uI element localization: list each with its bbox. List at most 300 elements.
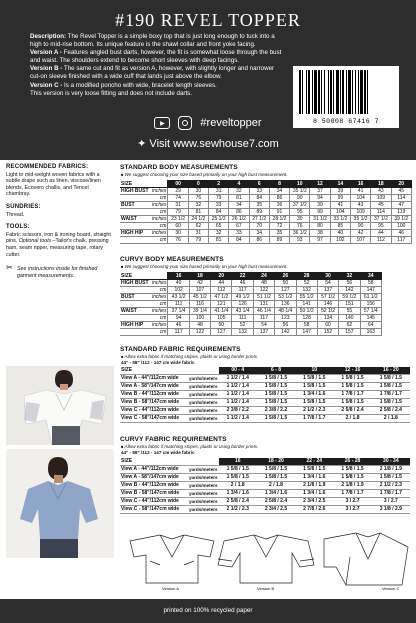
measurement-cell: 55 [339, 308, 360, 315]
fabric-units: yards/meters [189, 392, 218, 397]
curvy-fabric-width-note: 44" - 58" /112 - 147 cm wide fabric [121, 450, 195, 455]
size-header: 18 [189, 273, 210, 280]
measurement-cell: 25 1/2 [209, 216, 229, 223]
fabric-amount: 1 3/4 / 1.6 [295, 490, 333, 498]
measurement-cell: 36 1/2 [290, 230, 310, 237]
curvy-body-title: CURVY BODY MEASUREMENTS [120, 256, 224, 263]
measurement-cell: 39 [330, 188, 350, 195]
measurement-cell: 90 [350, 223, 370, 230]
measurement-cell: 86 [249, 237, 269, 244]
measurement-cell: 76 [290, 223, 310, 230]
standard-fabric-title: STANDARD FABRIC REQUIREMENTS [120, 346, 241, 353]
measurement-cell: 50 [275, 280, 296, 287]
size-header: 24 [253, 273, 274, 280]
measurement-cell: 48 [253, 280, 274, 287]
measurement-cell: 94 [310, 195, 330, 202]
measurement-cell: 40 [168, 280, 189, 287]
fabric-view-label: View C - 58"/147cm wide [120, 506, 188, 514]
fit-note: This version is very loose fitting and does not include darts. [30, 89, 192, 97]
measurement-cell: 74 [168, 195, 188, 202]
measurement-cell: 37 1/2 [371, 216, 391, 223]
sketch-label-c: Version C [382, 586, 400, 591]
fabric-row [120, 506, 410, 514]
measurement-cell: 31 [188, 230, 208, 237]
measurement-cell: 99 [330, 195, 350, 202]
measurement-row [120, 308, 382, 315]
measurement-cell: 134 [317, 315, 338, 322]
measurement-cell: 33 [209, 202, 229, 209]
fabric-amount: 1 7/8 / 1.7 [333, 391, 371, 399]
fabric-units: yards/meters [189, 400, 218, 405]
measurement-cell: 42 [189, 280, 210, 287]
youtube-icon[interactable]: ▶ [154, 117, 170, 129]
measurement-cell: 50 [211, 322, 232, 329]
fabric-view-label: View B - 58"/147cm wide [120, 399, 188, 407]
tools-optional-text: Tailor's chalk, pressing ham, seam ripper, measuring tape, rotary cutter. [6, 238, 109, 258]
fabric-amount: 2 1/8 / 1.9 [372, 466, 410, 474]
fabric-amount: 2 3/8 / 2.2 [219, 407, 257, 415]
fabric-size-header: 6 - 8 [257, 367, 295, 375]
unit-label: cm [152, 209, 168, 216]
size-header: 26 [275, 273, 296, 280]
size-header: 00 [168, 181, 188, 188]
fabric-amount: 1 1/2 / 1.4 [219, 399, 257, 407]
fabric-row [120, 498, 410, 506]
fabric-amount: 2 1/2 / 2.3 [219, 506, 257, 514]
fabric-units: yards/meters [189, 376, 218, 381]
measurement-cell: 46 [391, 230, 411, 237]
measurement-cell: 30 [188, 188, 208, 195]
fabric-amount: 1 5/8 / 1.5 [372, 474, 410, 482]
measurement-cell: 45 [391, 188, 411, 195]
measurement-cell: 47 1/2 [211, 294, 232, 301]
measurement-cell: 46 [232, 280, 253, 287]
fabric-amount: 1 5/8 / 1.5 [257, 399, 295, 407]
measurement-cell: 34 [269, 188, 289, 195]
fabric-row [120, 407, 410, 415]
measurement-cell: 50 1/2 [296, 308, 317, 315]
measurement-cell: 56 [275, 322, 296, 329]
measurement-cell: 85 [330, 223, 350, 230]
sketch-label-b: Version B [257, 586, 275, 591]
measurement-cell: 146 [317, 301, 338, 308]
measurement-cell: 26 1/2 [229, 216, 249, 223]
unit-label: cm [152, 237, 168, 244]
fabric-amount: 1 1/2 / 1.4 [219, 375, 257, 383]
fabric-amount: 1 5/8 / 1.5 [257, 391, 295, 399]
unit-label: inches [152, 230, 167, 236]
measurement-row [120, 223, 412, 230]
version-a-label: Version A - [30, 49, 62, 57]
fabric-units: yards/meters [189, 491, 218, 496]
measurement-cell: 102 [168, 287, 189, 294]
measurement-cell: 116 [189, 301, 210, 308]
fabric-size-label: SIZE [120, 367, 219, 375]
size-header: 18 [371, 181, 391, 188]
measurement-cell: 127 [275, 287, 296, 294]
measurement-label [120, 301, 152, 308]
fabric-row [120, 490, 410, 498]
measurement-row [120, 188, 412, 195]
measurement-cell: 132 [232, 329, 253, 336]
fabric-amount: 1 5/8 / 1.5 [372, 383, 410, 391]
fabric-amount: 1 7/8 / 1.7 [295, 415, 333, 423]
measurement-cell: 44 [371, 230, 391, 237]
curvy-fabric-table [120, 458, 410, 514]
fabric-size-header: 10 [295, 367, 333, 375]
fabric-amount: 1 3/4 / 1.6 [295, 474, 333, 482]
measurement-cell: 104 [330, 209, 350, 216]
curvy-body-subtitle: ■ We suggest choosing your size based primarily on your high bust measurement. [121, 264, 288, 269]
unit-label: cm [152, 301, 168, 308]
fabric-amount: 1 5/8 / 1.5 [219, 466, 257, 474]
fabric-amount: 2 1/2 / 2.3 [295, 407, 333, 415]
measurement-cell: 132 [296, 287, 317, 294]
measurement-cell: 56 [339, 280, 360, 287]
size-header: 0 [188, 181, 208, 188]
measurement-cell: 52 [296, 280, 317, 287]
measurement-cell: 163 [360, 329, 381, 336]
standard-fabric-note: ■ Allow extra fabric if matching stripes, plaids or using border prints. [121, 354, 258, 359]
size-header-label: SIZE [120, 181, 168, 188]
measurement-cell: 35 1/2 [350, 216, 370, 223]
fabric-amount: 1 7/8 / 1.7 [372, 391, 410, 399]
measurement-cell: 100 [391, 223, 411, 230]
fabric-amount: 1 3/4 / 1.6 [295, 391, 333, 399]
measurement-label [120, 237, 152, 244]
measurement-cell: 45 1/2 [189, 294, 210, 301]
fabric-row [120, 482, 410, 490]
fabric-size-header: 30 - 34 [372, 458, 410, 466]
fabric-units: yards/meters [189, 483, 218, 488]
measurement-cell: 119 [391, 209, 411, 216]
sketch-label-a: Version A [162, 586, 179, 591]
measurement-cell: 48 [189, 322, 210, 329]
measurement-cell: 111 [232, 315, 253, 322]
measurement-cell: 46 1/4 [253, 308, 274, 315]
fabric-amount: 2 3/4 / 2.5 [295, 498, 333, 506]
fabric-view-label: View C - 58"/147cm wide [120, 415, 188, 423]
measurement-cell: 38 [310, 230, 330, 237]
standard-body-title: STANDARD BODY MEASUREMENTS [120, 164, 238, 171]
measurement-row [120, 209, 412, 216]
fabric-row [120, 383, 410, 391]
fabric-size-header: 26 - 28 [333, 458, 371, 466]
measurement-cell: 42 [350, 230, 370, 237]
measurement-cell: 79 [168, 209, 188, 216]
measurement-cell: 29 [168, 188, 188, 195]
measurement-cell: 45 [371, 202, 391, 209]
measurement-cell: 60 [168, 223, 188, 230]
fabric-units: yards/meters [189, 467, 218, 472]
measurement-label: BUST [120, 294, 152, 301]
measurement-cell: 23 1/2 [168, 216, 188, 223]
fabric-view-label: View A - 58"/147cm wide [120, 474, 188, 482]
measurement-cell: 32 [229, 188, 249, 195]
curvy-fabric-title: CURVY FABRIC REQUIREMENTS [120, 436, 227, 443]
version-b-text: The same cut and fit as version A, however, with slightly longer and narrower cut-on sleeve finished with a wide cuff that lands just above the elbow. [30, 65, 275, 81]
description-text: The Revel Topper is a simple boxy top that is just long enough to tuck into a high to mid-rise bottom. Its unique feature is the shawl collar and front yoke facing. [30, 33, 275, 49]
measurement-cell: 37 1/4 [168, 308, 189, 315]
curvy-body-table [120, 272, 382, 336]
measurement-cell: 122 [253, 287, 274, 294]
measurement-cell: 79 [188, 237, 208, 244]
unit-label: cm [152, 195, 168, 202]
technical-sketches [120, 527, 410, 593]
fabric-amount: 1 5/8 / 1.5 [333, 375, 371, 383]
measurement-cell: 41 [350, 188, 370, 195]
measurement-label: WAIST [120, 216, 152, 223]
measurement-cell: 46 [168, 322, 189, 329]
measurement-cell: 37 [310, 188, 330, 195]
unit-label: cm [152, 315, 168, 322]
size-header: 22 [232, 273, 253, 280]
fabric-units: yards/meters [189, 507, 218, 512]
tools-text: Fabric scissors, iron & ironing board, straight pins. Optional tools –Tailor's chalk, pressing ham, seam ripper, measuring tape, rotary cutter. [6, 231, 111, 258]
measurement-cell: 33 [229, 230, 249, 237]
measurement-cell: 65 [209, 223, 229, 230]
measurement-label [120, 315, 152, 322]
standard-body-table [120, 180, 412, 244]
measurement-cell: 52 1/2 [317, 308, 338, 315]
instagram-icon[interactable] [178, 116, 192, 130]
measurement-row [120, 329, 382, 336]
size-header: 28 [296, 273, 317, 280]
measurement-cell: 49 1/2 [232, 294, 253, 301]
barcode-bar [367, 70, 368, 114]
measurement-cell: 70 [249, 223, 269, 230]
measurement-cell: 89 [249, 209, 269, 216]
measurement-cell: 55 1/2 [296, 294, 317, 301]
measurement-cell: 58 [296, 322, 317, 329]
fabric-amount: 1 3/4 / 1.6 [257, 490, 295, 498]
measurement-cell: 117 [232, 287, 253, 294]
fabric-size-header: 16 - 20 [372, 367, 410, 375]
measurement-cell: 86 [229, 209, 249, 216]
measurement-cell: 39 1/4 [189, 308, 210, 315]
measurement-row [120, 294, 382, 301]
size-header: 32 [339, 273, 360, 280]
measurement-label: WAIST [120, 308, 152, 315]
measurement-cell: 61 1/2 [360, 294, 381, 301]
measurement-row [120, 216, 412, 223]
measurement-cell: 64 [360, 322, 381, 329]
fabric-size-header: 18 - 20 [257, 458, 295, 466]
version-c-text: Is a modified poncho with wide, bracelet length sleeves. [62, 81, 217, 89]
instructions-note: ✂ See instructions inside for finished garment measurements. [6, 266, 114, 279]
fabrics-text: Light to mid-weight woven fabrics with a subtle drape such as linen, viscose/linen blends, Ecovero challis, and Tencel chambray. [6, 171, 101, 198]
measurement-cell: 117 [253, 315, 274, 322]
measurement-cell: 99 [310, 209, 330, 216]
measurement-cell: 43 1/4 [232, 308, 253, 315]
fabric-amount: 1 5/8 / 1.5 [257, 474, 295, 482]
measurement-cell: 95 [371, 223, 391, 230]
fabric-amount: 1 5/8 / 1.5 [257, 375, 295, 383]
fabric-view-label: View B - 58"/147cm wide [120, 490, 188, 498]
measurement-cell: 122 [189, 329, 210, 336]
measurement-cell: 37 1/2 [290, 202, 310, 209]
fabric-amount: 1 5/8 / 1.5 [333, 474, 371, 482]
measurement-cell: 109 [350, 209, 370, 216]
measurement-cell: 34 [249, 230, 269, 237]
tools-heading: TOOLS: [6, 224, 30, 231]
fabric-amount: 1 5/8 / 1.5 [257, 415, 295, 423]
size-header: 30 [317, 273, 338, 280]
fabric-view-label: View C - 44"/112cm wide [120, 498, 188, 506]
fabric-size-header: 22 - 24 [295, 458, 333, 466]
measurement-cell: 121 [211, 301, 232, 308]
sundries-heading: SUNDRIES: [6, 203, 41, 210]
size-header: 20 [391, 181, 411, 188]
website-link[interactable]: ✦ Visit www.sewhouse7.com [137, 138, 279, 150]
fabric-amount: 1 1/2 / 1.4 [219, 391, 257, 399]
measurement-cell: 35 [269, 230, 289, 237]
measurement-row [120, 322, 382, 329]
measurement-cell: 105 [211, 315, 232, 322]
measurement-cell: 34 [229, 202, 249, 209]
size-header: 20 [211, 273, 232, 280]
measurement-cell: 97 [310, 237, 330, 244]
fabric-row [120, 391, 410, 399]
size-header: 12 [310, 181, 330, 188]
measurement-cell: 112 [211, 287, 232, 294]
measurement-label: HIGH HIP [120, 230, 152, 237]
curvy-fabric-note: ■ Allow extra fabric if matching stripes, plaids or using border prints. [121, 444, 258, 449]
fabric-units: yards/meters [189, 384, 218, 389]
fabric-amount: 1 1/2 / 1.4 [219, 415, 257, 423]
fabric-view-label: View B - 44"/112cm wide [120, 482, 188, 490]
measurement-cell: 39 1/2 [391, 216, 411, 223]
measurement-cell: 137 [253, 329, 274, 336]
measurement-cell: 44 [211, 280, 232, 287]
measurement-cell: 79 [209, 195, 229, 202]
measurement-cell: 131 [253, 301, 274, 308]
footer: printed on 100% recycled paper [0, 599, 416, 623]
measurement-cell: 39 [310, 202, 330, 209]
size-header: 16 [168, 273, 189, 280]
fabric-row [120, 375, 410, 383]
fabric-size-header: 16 [219, 458, 257, 466]
fabric-amount: 1 5/8 / 1.5 [333, 466, 371, 474]
size-header: 2 [209, 181, 229, 188]
fabric-row [120, 399, 410, 407]
measurement-row [120, 237, 412, 244]
measurement-cell: 41 1/4 [211, 308, 232, 315]
size-header: 34 [360, 273, 381, 280]
fabric-amount: 1 5/8 / 1.5 [295, 399, 333, 407]
measurement-cell: 142 [275, 329, 296, 336]
measurement-cell: 111 [168, 301, 189, 308]
measurement-cell: 123 [275, 315, 296, 322]
measurement-cell: 102 [330, 237, 350, 244]
measurement-cell: 84 [209, 209, 229, 216]
unit-label: inches [152, 216, 167, 222]
fabric-amount: 1 5/8 / 1.5 [257, 466, 295, 474]
measurement-cell: 151 [339, 301, 360, 308]
version-b-label: Version B - [30, 65, 63, 73]
measurement-cell: 58 [360, 280, 381, 287]
fabric-view-label: View C - 44"/112cm wide [120, 407, 188, 415]
measurement-cell: 84 [249, 195, 269, 202]
measurement-cell: 100 [189, 315, 210, 322]
fabric-amount: 2 5/8 / 2.4 [257, 498, 295, 506]
measurement-cell: 76 [188, 195, 208, 202]
unit-label: inches [152, 280, 167, 286]
measurement-cell: 141 [296, 301, 317, 308]
version-a-text: Features angled bust darts, however, the fit is somewhat loose through the bust and waist. The shoulders extend to become short sleeves with deep facings. [30, 49, 282, 65]
measurement-cell: 51 1/2 [253, 294, 274, 301]
measurement-cell: 81 [209, 237, 229, 244]
fabric-amount: 1 7/8 / 1.7 [333, 490, 371, 498]
measurement-cell: 30 [290, 216, 310, 223]
measurement-cell: 27 1/2 [249, 216, 269, 223]
social-handle[interactable]: #reveltopper [200, 117, 262, 129]
fabric-amount: 2 3/4 / 2.5 [257, 506, 295, 514]
measurement-row [120, 287, 382, 294]
fabric-size-label: SIZE [120, 458, 219, 466]
measurement-cell: 140 [339, 315, 360, 322]
measurement-cell: 93 [290, 237, 310, 244]
barcode-number: 8 50008 67416 7 [312, 118, 379, 125]
size-header: 14 [330, 181, 350, 188]
measurement-cell: 43 [371, 188, 391, 195]
measurement-cell: 43 [350, 202, 370, 209]
measurement-cell: 52 [232, 322, 253, 329]
measurement-cell: 54 [253, 322, 274, 329]
fabric-amount: 1 5/8 / 1.5 [219, 474, 257, 482]
unit-label: cm [152, 287, 168, 294]
fabric-units: yards/meters [189, 499, 218, 504]
standard-fabric-table [120, 367, 410, 423]
measurement-cell: 147 [296, 329, 317, 336]
measurement-row [120, 230, 412, 237]
pattern-description [30, 33, 286, 98]
measurement-cell: 67 [229, 223, 249, 230]
measurement-cell: 109 [371, 195, 391, 202]
measurement-cell: 59 1/2 [339, 294, 360, 301]
measurement-cell: 152 [317, 329, 338, 336]
fabric-amount: 1 5/8 / 1.5 [295, 383, 333, 391]
measurement-cell: 72 [269, 223, 289, 230]
left-column [6, 164, 114, 279]
size-header: 10 [290, 181, 310, 188]
fabric-row [120, 474, 410, 482]
measurement-row [120, 315, 382, 322]
measurement-cell: 127 [211, 329, 232, 336]
measurement-cell: 62 [339, 322, 360, 329]
measurement-cell: 31 [168, 202, 188, 209]
measurement-cell: 157 [339, 329, 360, 336]
fabric-amount: 3 / 2.7 [333, 498, 371, 506]
fabric-view-label: View A - 44"/112cm wide [120, 375, 188, 383]
measurement-cell: 53 1/2 [275, 294, 296, 301]
measurement-cell: 62 [188, 223, 208, 230]
fabric-amount: 3 / 2.7 [372, 498, 410, 506]
fabric-amount: 1 5/8 / 1.5 [295, 375, 333, 383]
measurement-cell: 80 [310, 223, 330, 230]
header-banner [0, 0, 416, 160]
measurement-cell: 35 1/2 [290, 188, 310, 195]
unit-label: cm [152, 329, 168, 336]
measurement-cell: 86 [269, 195, 289, 202]
fabric-amount: 2 1/2 / 2.3 [372, 482, 410, 490]
size-header: 4 [229, 181, 249, 188]
unit-label: inches [152, 202, 167, 208]
measurement-cell: 90 [290, 195, 310, 202]
measurement-label: HIGH BUST [120, 280, 152, 287]
measurement-label [120, 209, 152, 216]
fabric-amount: 3 1/8 / 2.9 [372, 506, 410, 514]
